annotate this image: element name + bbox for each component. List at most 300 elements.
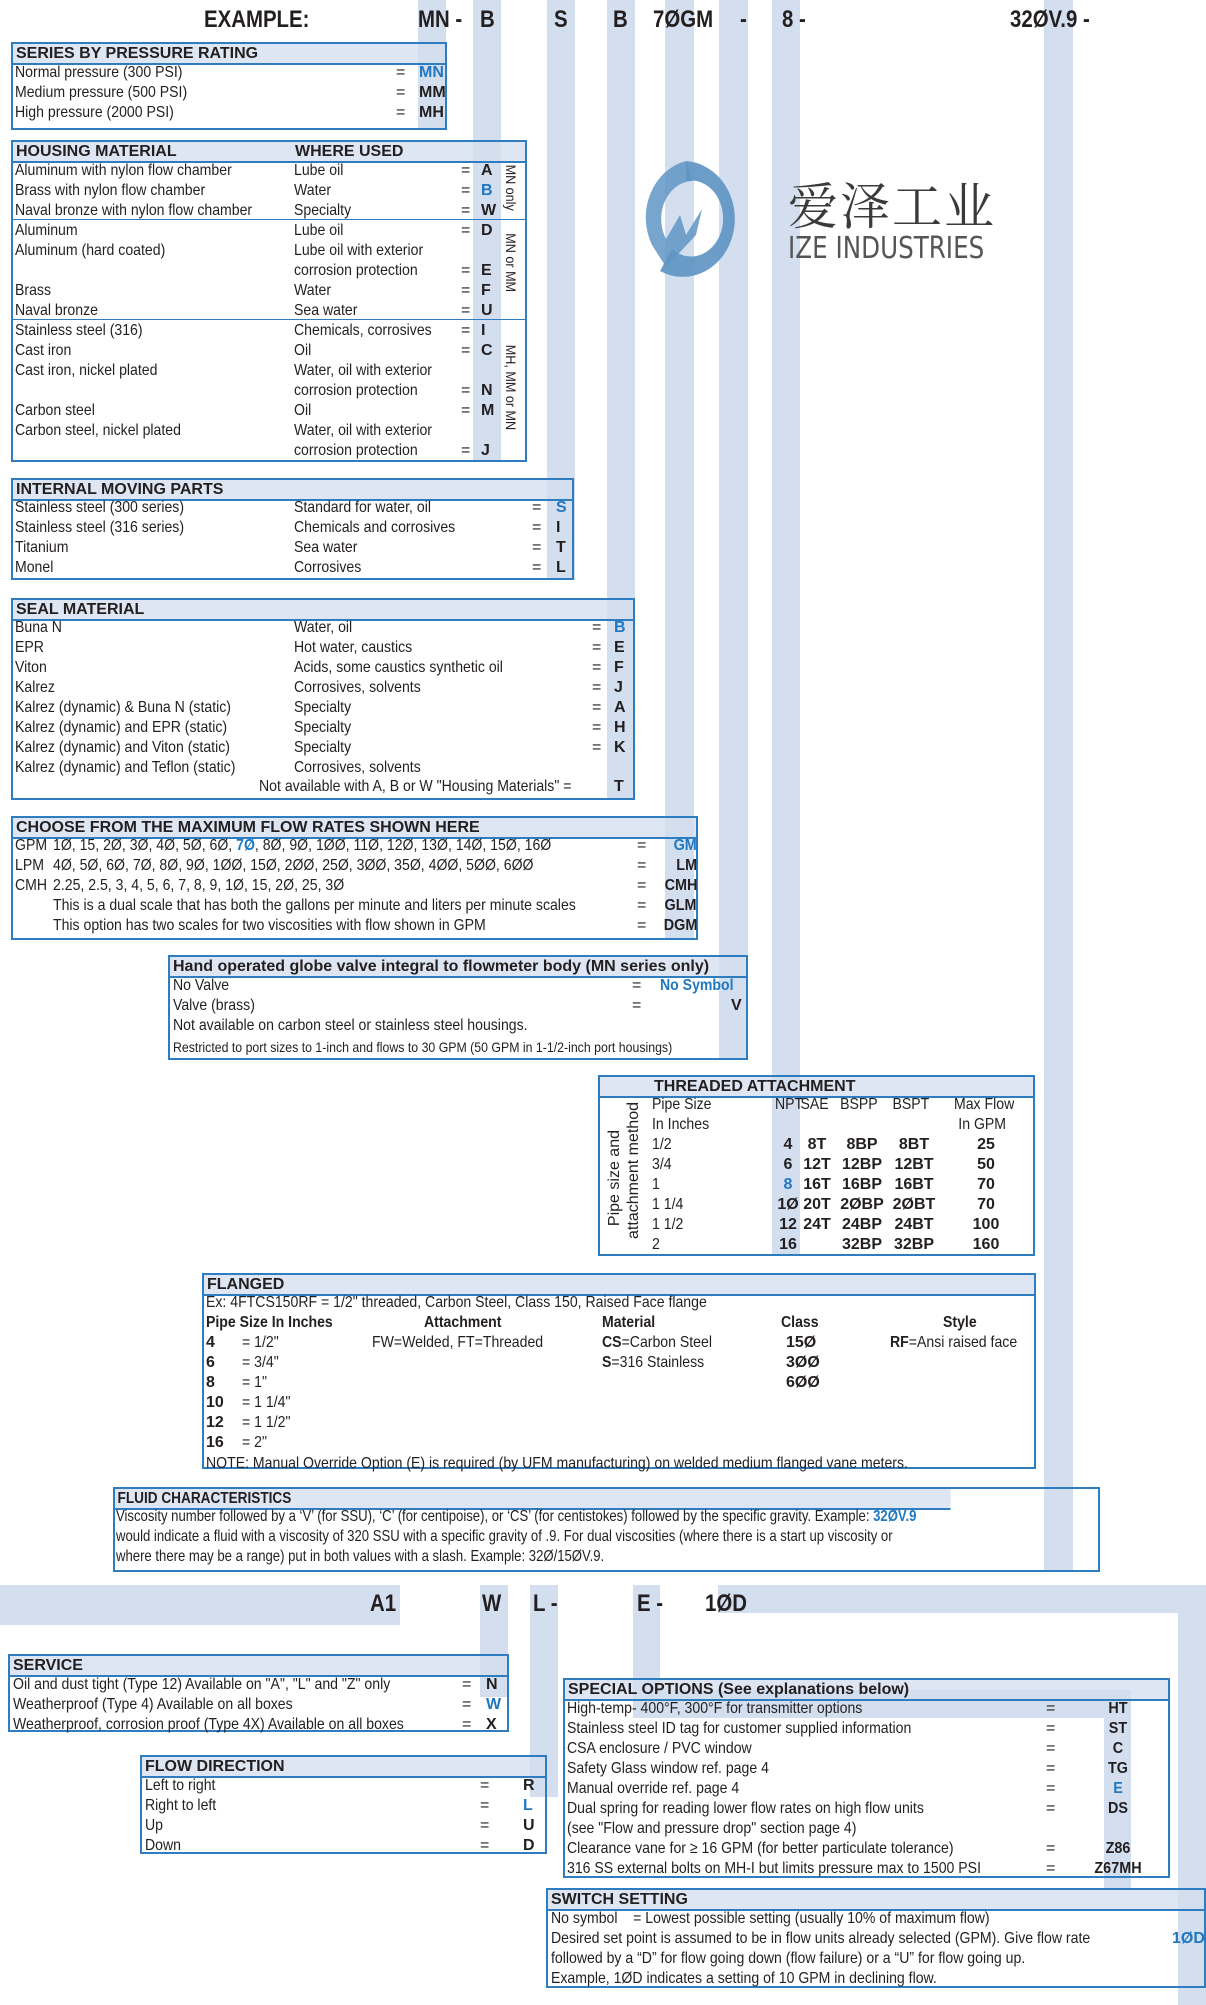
- housing-where-used: Oil: [294, 402, 312, 419]
- equals-sign: =: [396, 84, 406, 101]
- housing-where-used-cont: corrosion protection: [294, 262, 418, 279]
- service-desc: Oil and dust tight (Type 12) Available on "A", "L" and "Z" only: [13, 1676, 391, 1693]
- pipe-size: 1: [652, 1176, 660, 1193]
- equals-sign: =: [461, 282, 471, 299]
- internal-material: Titanium: [15, 539, 69, 556]
- stripe-a1-band: [0, 1585, 400, 1625]
- housing-where-used: Water, oil with exterior: [294, 422, 432, 439]
- special-desc: CSA enclosure / PVC window: [567, 1740, 752, 1757]
- equals-sign: =: [461, 382, 471, 399]
- housing-where-used: Lube oil with exterior: [294, 242, 424, 259]
- seal-material: Kalrez (dynamic) and Teflon (static): [15, 759, 236, 776]
- service-code[interactable]: X: [486, 1716, 497, 1733]
- seal-use: Specialty: [294, 699, 352, 716]
- threaded-code[interactable]: 8T: [807, 1136, 827, 1153]
- housing-where-used: Lube oil: [294, 162, 344, 179]
- equals-sign: =: [632, 977, 642, 994]
- special-code[interactable]: TG: [1108, 1760, 1128, 1777]
- pipe-size: 3/4: [652, 1156, 672, 1173]
- housing-title-label: HOUSING MATERIAL: [16, 143, 177, 160]
- special-code[interactable]: E: [1113, 1780, 1123, 1797]
- equals-sign: =: [462, 1716, 472, 1733]
- internal-use: Corrosives: [294, 559, 362, 576]
- flanged-title: FLANGED: [204, 1275, 1034, 1296]
- flanged-example: Ex: 4FTCS150RF = 1/2" threaded, Carbon Steel, Class 150, Raised Face flange: [206, 1294, 707, 1311]
- flow-values: [53, 836, 551, 856]
- housing-where-used-cont: corrosion protection: [294, 382, 418, 399]
- threaded-header: NPT: [775, 1096, 804, 1113]
- special-code[interactable]: DS: [1107, 1800, 1128, 1817]
- housing-group-label: MN only: [503, 164, 519, 211]
- threaded-code[interactable]: 12BP: [841, 1156, 883, 1173]
- flanged-size-code: 4: [206, 1334, 215, 1351]
- equals-sign: =: [637, 877, 647, 894]
- seal-code[interactable]: E: [614, 639, 625, 656]
- direction-desc: Right to left: [145, 1797, 217, 1814]
- housing-where-used: Oil: [294, 342, 312, 359]
- housing-material: Brass: [15, 282, 51, 299]
- internal-material: Monel: [15, 559, 54, 576]
- flow-code[interactable]: GM: [673, 837, 697, 854]
- housing-code[interactable]: U: [481, 302, 493, 319]
- flow-values-text: , 8Ø, 9Ø, 1ØØ, 11Ø, 12Ø, 13Ø, 14Ø, 15Ø, 16Ø: [254, 837, 552, 854]
- code-special: E -: [637, 1590, 664, 1617]
- flow-code[interactable]: CMH: [664, 877, 697, 894]
- threaded-code[interactable]: 16BP: [841, 1176, 883, 1193]
- stripe-flow: [665, 0, 694, 940]
- housing-code[interactable]: F: [481, 282, 491, 299]
- flow-unit: CMH: [15, 877, 48, 894]
- valve-row-desc: Valve (brass): [173, 997, 255, 1014]
- code-switch: 1ØD: [705, 1590, 747, 1617]
- housing-code[interactable]: J: [481, 442, 490, 459]
- seal-use: Corrosives, solvents: [294, 759, 421, 776]
- switch-line-1: [551, 1909, 990, 1929]
- code-internal: S: [554, 6, 568, 33]
- housing-material: Aluminum with nylon flow chamber: [15, 162, 232, 179]
- code-fluid: 32ØV.9 -: [1010, 6, 1090, 33]
- threaded-header: SAE: [800, 1096, 829, 1113]
- special-desc: (see "Flow and pressure drop" section page 4): [567, 1820, 857, 1837]
- flow-values: [53, 856, 533, 876]
- service-code[interactable]: N: [486, 1676, 498, 1693]
- series-row-code[interactable]: MH: [419, 104, 444, 121]
- service-desc: Weatherproof, corrosion proof (Type 4X) Available on all boxes: [13, 1716, 404, 1733]
- flanged-size-code: 6: [206, 1354, 215, 1371]
- material-desc: =316 Stainless: [611, 1354, 705, 1371]
- housing-where-used: Water: [294, 282, 332, 299]
- series-row-desc: High pressure (2000 PSI): [15, 104, 174, 121]
- where-used-title: WHERE USED: [295, 143, 404, 160]
- fluid-line-2: would indicate a fluid with a viscosity of 320 SSU with a specific gravity of .9. For dual viscosities (where there is a start up viscosity or: [116, 1528, 893, 1545]
- flow-code[interactable]: GLM: [665, 897, 697, 914]
- threaded-header: Pipe Size: [652, 1096, 712, 1113]
- internal-material: Stainless steel (300 series): [15, 499, 185, 516]
- logo-english-text: IZE INDUSTRIES: [788, 231, 985, 266]
- threaded-code[interactable]: 8BT: [898, 1136, 930, 1153]
- code-series: MN -: [418, 6, 463, 33]
- switch-line-4: Example, 1ØD indicates a setting of 10 GPM in declining flow.: [551, 1970, 937, 1987]
- flow-unit: LPM: [15, 857, 44, 874]
- material-code: S: [602, 1354, 612, 1371]
- flanged-size-code: 12: [206, 1414, 224, 1431]
- seal-code[interactable]: A: [614, 699, 626, 716]
- seal-use: Hot water, caustics: [294, 639, 413, 656]
- switch-line-3: followed by a “D” for flow going down (flow failure) or a “U” for flow going up.: [551, 1950, 1026, 1967]
- equals-sign: =: [1046, 1740, 1056, 1757]
- valve-restriction-note: Restricted to port sizes to 1-inch and flows to 30 GPM (50 GPM in 1-1/2-inch port housings): [173, 1039, 673, 1055]
- equals-sign: =: [1046, 1840, 1056, 1857]
- seal-material: Kalrez (dynamic) and EPR (static): [15, 719, 228, 736]
- threaded-code[interactable]: 32BP: [893, 1236, 935, 1253]
- internal-title: INTERNAL MOVING PARTS: [13, 480, 572, 501]
- pipe-size: 1 1/4: [652, 1196, 684, 1213]
- housing-where-used: Specialty: [294, 202, 352, 219]
- logo-chinese-text: 爱泽工业: [788, 178, 996, 236]
- seal-note-code[interactable]: T: [614, 778, 624, 795]
- code-flow: 7ØGM: [653, 6, 714, 33]
- special-title: SPECIAL OPTIONS (See explanations below): [565, 1680, 1168, 1701]
- flow-values-text: 4Ø, 5Ø, 6Ø, 7Ø, 8Ø, 9Ø, 1ØØ, 15Ø, 2ØØ, 25Ø, 3ØØ, 35Ø, 4ØØ, 5ØØ, 6ØØ: [53, 857, 534, 874]
- special-code[interactable]: HT: [1108, 1700, 1128, 1717]
- housing-code[interactable]: E: [481, 262, 492, 279]
- flow-values-text: 2.25, 2.5, 3, 4, 5, 6, 7, 8, 9, 1Ø, 15, 2Ø, 25, 3Ø: [53, 877, 345, 894]
- equals-sign: =: [532, 519, 542, 536]
- threaded-code[interactable]: 25: [977, 1136, 995, 1153]
- switch-line-2: Desired set point is assumed to be in flow units already selected (GPM). Give flow rate: [551, 1930, 1091, 1947]
- internal-code[interactable]: S: [556, 499, 567, 516]
- flanged-note: NOTE: Manual Override Option (E) is required (by UFM manufacturing) on welded medium flanged vane meters.: [206, 1455, 908, 1472]
- direction-code[interactable]: R: [523, 1777, 535, 1794]
- threaded-side-label: [606, 1100, 650, 1250]
- equals-sign: =: [1046, 1800, 1056, 1817]
- code-housing: B: [480, 6, 495, 33]
- direction-desc: Down: [145, 1837, 181, 1854]
- threaded-code[interactable]: 24BT: [894, 1216, 934, 1233]
- housing-title: [13, 142, 525, 163]
- direction-code[interactable]: D: [523, 1837, 535, 1854]
- equals-sign: =: [1046, 1700, 1056, 1717]
- special-desc: High-temp- 400°F, 300°F for transmitter options: [567, 1700, 863, 1717]
- flanged-size-value: = 1/2": [242, 1334, 279, 1351]
- style-code: RF: [890, 1334, 909, 1351]
- threaded-code[interactable]: 24BP: [841, 1216, 883, 1233]
- fluid-line-3: where there may be a range) put in both values with a slash. Example: 32Ø/15ØV.9.: [116, 1548, 605, 1565]
- equals-sign: =: [461, 162, 471, 179]
- equals-sign: =: [480, 1797, 490, 1814]
- flanged-class: 3ØØ: [786, 1354, 820, 1371]
- equals-sign: =: [592, 699, 602, 716]
- threaded-code[interactable]: 70: [977, 1196, 995, 1213]
- threaded-code[interactable]: 12T: [803, 1156, 831, 1173]
- series-title: SERIES BY PRESSURE RATING: [13, 44, 445, 65]
- flanged-size-value: = 1 1/4": [242, 1394, 291, 1411]
- special-desc: Stainless steel ID tag for customer supplied information: [567, 1720, 912, 1737]
- housing-code[interactable]: I: [481, 322, 486, 339]
- flow-code[interactable]: LM: [676, 857, 697, 874]
- special-code[interactable]: Z67MH: [1094, 1860, 1142, 1877]
- threaded-code[interactable]: 4: [783, 1136, 793, 1153]
- seal-material: Buna N: [15, 619, 62, 636]
- flanged-header-class: Class: [781, 1314, 819, 1331]
- switch-title: SWITCH SETTING: [548, 1890, 1204, 1911]
- series-row-desc: Normal pressure (300 PSI): [15, 64, 183, 81]
- side-label-line2: attachment method: [625, 1102, 642, 1239]
- pipe-size: 2: [652, 1236, 660, 1253]
- special-code[interactable]: Z86: [1105, 1840, 1131, 1857]
- threaded-title: THREADED ATTACHMENT: [600, 1077, 1033, 1098]
- special-desc: Dual spring for reading lower flow rates on high flow units: [567, 1800, 924, 1817]
- housing-material: Carbon steel, nickel plated: [15, 422, 181, 439]
- special-code[interactable]: C: [1112, 1740, 1124, 1757]
- seal-code[interactable]: B: [614, 619, 626, 636]
- equals-sign: =: [592, 719, 602, 736]
- housing-group-label: MN or MM: [503, 233, 519, 293]
- flanged-size-code: 8: [206, 1374, 215, 1391]
- flow-values-text: This is a dual scale that has both the gallons per minute and liters per minute scales: [53, 897, 576, 914]
- equals-sign: =: [461, 262, 471, 279]
- flow-title: CHOOSE FROM THE MAXIMUM FLOW RATES SHOWN HERE: [13, 818, 696, 839]
- seal-material: Kalrez (dynamic) & Buna N (static): [15, 699, 231, 716]
- valve-row-code[interactable]: V: [731, 997, 742, 1014]
- threaded-code[interactable]: 6: [783, 1156, 793, 1173]
- housing-where-used: Water: [294, 182, 332, 199]
- threaded-code[interactable]: 16T: [803, 1176, 831, 1193]
- threaded-code[interactable]: 50: [977, 1156, 995, 1173]
- threaded-code[interactable]: 12BT: [894, 1156, 934, 1173]
- equals-sign: =: [592, 739, 602, 756]
- flanged-size-value: = 1": [242, 1374, 267, 1391]
- pipe-size: 1 1/2: [652, 1216, 684, 1233]
- flanged-class: 6ØØ: [786, 1374, 820, 1391]
- equals-sign: =: [396, 104, 406, 121]
- series-row-code[interactable]: MN: [419, 64, 444, 81]
- equals-sign: =: [637, 917, 647, 934]
- housing-code[interactable]: C: [481, 342, 493, 359]
- switch-no-symbol-desc: = Lowest possible setting (usually 10% of maximum flow): [633, 1910, 990, 1927]
- direction-code[interactable]: L: [523, 1797, 533, 1814]
- fluid-example-code[interactable]: 32ØV.9: [873, 1508, 917, 1525]
- equals-sign: =: [462, 1696, 472, 1713]
- threaded-code[interactable]: 16: [779, 1236, 797, 1253]
- threaded-header: In GPM: [958, 1116, 1007, 1133]
- housing-code[interactable]: A: [481, 162, 493, 179]
- flanged-size-value: = 1 1/2": [242, 1414, 291, 1431]
- seal-code[interactable]: H: [614, 719, 626, 736]
- fluid-line-1: [116, 1507, 916, 1527]
- style-desc: =Ansi raised face: [908, 1334, 1018, 1351]
- internal-use: Chemicals and corrosives: [294, 519, 456, 536]
- direction-desc: Up: [145, 1817, 163, 1834]
- side-label-line1: Pipe size and: [606, 1130, 623, 1227]
- flanged-style: [890, 1333, 1017, 1353]
- flanged-size-value: = 2": [242, 1434, 267, 1451]
- example-label: EXAMPLE:: [204, 6, 310, 33]
- equals-sign: =: [461, 182, 471, 199]
- flanged-class: 15Ø: [786, 1334, 817, 1351]
- equals-sign: =: [532, 559, 542, 576]
- flanged-header-material: Material: [602, 1314, 656, 1331]
- housing-material: Carbon steel: [15, 402, 95, 419]
- equals-sign: =: [461, 402, 471, 419]
- housing-group-label: MH, MM or MN: [503, 344, 519, 431]
- threaded-code[interactable]: 16BT: [894, 1176, 934, 1193]
- equals-sign: =: [462, 1676, 472, 1693]
- valve-title: Hand operated globe valve integral to flowmeter body (MN series only): [170, 957, 746, 978]
- threaded-code[interactable]: 1Ø: [777, 1196, 799, 1213]
- equals-sign: =: [480, 1837, 490, 1854]
- seal-use: Acids, some caustics synthetic oil: [294, 659, 503, 676]
- valve-row-code[interactable]: No Symbol: [660, 977, 734, 994]
- internal-use: Standard for water, oil: [294, 499, 431, 516]
- series-row-desc: Medium pressure (500 PSI): [15, 84, 188, 101]
- seal-code[interactable]: J: [614, 679, 623, 696]
- equals-sign: =: [592, 679, 602, 696]
- internal-code[interactable]: L: [556, 559, 566, 576]
- flow-code[interactable]: DGM: [663, 917, 697, 934]
- housing-code[interactable]: W: [481, 202, 497, 219]
- flow-values-text: 1Ø, 15, 2Ø, 3Ø, 4Ø, 5Ø, 6Ø,: [53, 837, 237, 854]
- equals-sign: =: [461, 302, 471, 319]
- flow-selected-value[interactable]: 7Ø: [236, 837, 255, 854]
- housing-where-used: Water, oil with exterior: [294, 362, 432, 379]
- flanged-size-value: = 3/4": [242, 1354, 279, 1371]
- direction-desc: Left to right: [145, 1777, 216, 1794]
- service-code[interactable]: W: [486, 1696, 502, 1713]
- flanged-header-style: Style: [943, 1314, 977, 1331]
- flanged-size-code: 10: [206, 1394, 224, 1411]
- seal-material: EPR: [15, 639, 44, 656]
- equals-sign: =: [1046, 1860, 1056, 1877]
- equals-sign: =: [461, 342, 471, 359]
- threaded-header: BSPT: [892, 1096, 930, 1113]
- threaded-code[interactable]: 32BP: [841, 1236, 883, 1253]
- equals-sign: =: [592, 639, 602, 656]
- threaded-code[interactable]: 20T: [803, 1196, 831, 1213]
- special-desc: Manual override ref. page 4: [567, 1780, 740, 1797]
- seal-material: Kalrez (dynamic) and Viton (static): [15, 739, 230, 756]
- switch-no-symbol: No symbol: [551, 1910, 618, 1927]
- seal-code[interactable]: F: [614, 659, 624, 676]
- threaded-code[interactable]: 8BP: [846, 1136, 878, 1153]
- code-valve: -: [740, 6, 747, 33]
- threaded-code[interactable]: 160: [972, 1236, 1000, 1253]
- housing-where-used: Chemicals, corrosives: [294, 322, 432, 339]
- housing-material: Cast iron, nickel plated: [15, 362, 158, 379]
- threaded-header: In Inches: [652, 1116, 710, 1133]
- valve-note: Not available on carbon steel or stainless steel housings.: [173, 1017, 528, 1034]
- fluid-title: FLUID CHARACTERISTICS: [115, 1489, 951, 1510]
- flow-unit: GPM: [15, 837, 48, 854]
- flow-values: [53, 916, 486, 936]
- flow-values-text: This option has two scales for two viscosities with flow shown in GPM: [53, 917, 486, 934]
- equals-sign: =: [592, 619, 602, 636]
- housing-code[interactable]: B: [481, 182, 493, 199]
- housing-material: Brass with nylon flow chamber: [15, 182, 206, 199]
- seal-use: Specialty: [294, 719, 352, 736]
- direction-title: FLOW DIRECTION: [142, 1757, 545, 1778]
- equals-sign: =: [396, 64, 406, 81]
- housing-material: Naval bronze with nylon flow chamber: [15, 202, 253, 219]
- flow-values: [53, 876, 344, 896]
- equals-sign: =: [461, 222, 471, 239]
- housing-code[interactable]: D: [481, 222, 493, 239]
- flanged-size-code: 16: [206, 1434, 224, 1451]
- internal-material: Stainless steel (316 series): [15, 519, 185, 536]
- seal-note: Not available with A, B or W "Housing Materials" =: [259, 778, 572, 795]
- equals-sign: =: [1046, 1720, 1056, 1737]
- housing-code[interactable]: M: [481, 402, 495, 419]
- equals-sign: =: [632, 997, 642, 1014]
- equals-sign: =: [461, 202, 471, 219]
- threaded-header: Max Flow: [954, 1096, 1015, 1113]
- internal-code[interactable]: I: [556, 519, 561, 536]
- series-row-code[interactable]: MM: [419, 84, 446, 101]
- code-seal: B: [613, 6, 628, 33]
- seal-material: Kalrez: [15, 679, 55, 696]
- company-logo: [630, 155, 1190, 285]
- housing-where-used: Sea water: [294, 302, 358, 319]
- seal-material: Viton: [15, 659, 47, 676]
- equals-sign: =: [532, 499, 542, 516]
- threaded-code[interactable]: 70: [977, 1176, 995, 1193]
- special-desc: Safety Glass window ref. page 4: [567, 1760, 769, 1777]
- threaded-code[interactable]: 2ØBT: [892, 1196, 936, 1213]
- material-desc: =Carbon Steel: [621, 1334, 712, 1351]
- equals-sign: =: [637, 857, 647, 874]
- fluid-line-1-text: Viscosity number followed by a ‘V’ (for SSU), ‘C’ (for centipoise), or ‘CS’ (for centistokes) followed by the specific gravity. Example:: [116, 1508, 870, 1525]
- equals-sign: =: [592, 659, 602, 676]
- special-code[interactable]: ST: [1108, 1720, 1128, 1737]
- equals-sign: =: [1046, 1760, 1056, 1777]
- equals-sign: =: [480, 1777, 490, 1794]
- seal-use: Corrosives, solvents: [294, 679, 421, 696]
- code-direction: L -: [533, 1590, 558, 1617]
- logo-mark-icon: [630, 155, 742, 285]
- housing-where-used: Lube oil: [294, 222, 344, 239]
- service-desc: Weatherproof (Type 4) Available on all boxes: [13, 1696, 293, 1713]
- internal-use: Sea water: [294, 539, 358, 556]
- equals-sign: =: [480, 1817, 490, 1834]
- flanged-header-size: Pipe Size In Inches: [206, 1314, 333, 1331]
- direction-code[interactable]: U: [523, 1817, 535, 1834]
- housing-material: Cast iron: [15, 342, 72, 359]
- stripe-switch-h: [718, 1585, 1206, 1613]
- housing-material: Naval bronze: [15, 302, 98, 319]
- threaded-code[interactable]: 24T: [803, 1216, 831, 1233]
- code-service: W: [482, 1590, 502, 1617]
- equals-sign: =: [1046, 1780, 1056, 1797]
- threaded-code[interactable]: 8: [783, 1176, 793, 1193]
- special-desc: 316 SS external bolts on MH-I but limits pressure max to 1500 PSI: [567, 1860, 981, 1877]
- seal-code[interactable]: K: [614, 739, 626, 756]
- equals-sign: =: [461, 322, 471, 339]
- housing-code[interactable]: N: [481, 382, 493, 399]
- threaded-code[interactable]: 12: [779, 1216, 797, 1233]
- pipe-size: 1/2: [652, 1136, 672, 1153]
- switch-code[interactable]: 1ØD: [1172, 1930, 1205, 1947]
- flanged-attachment: FW=Welded, FT=Threaded: [372, 1334, 544, 1351]
- equals-sign: =: [461, 442, 471, 459]
- housing-where-used-cont: corrosion protection: [294, 442, 418, 459]
- threaded-code[interactable]: 2ØBP: [840, 1196, 884, 1213]
- equals-sign: =: [637, 837, 647, 854]
- threaded-header: BSPP: [840, 1096, 878, 1113]
- equals-sign: =: [532, 539, 542, 556]
- internal-code[interactable]: T: [556, 539, 566, 556]
- code-a1: A1: [370, 1590, 397, 1617]
- threaded-code[interactable]: 100: [972, 1216, 1000, 1233]
